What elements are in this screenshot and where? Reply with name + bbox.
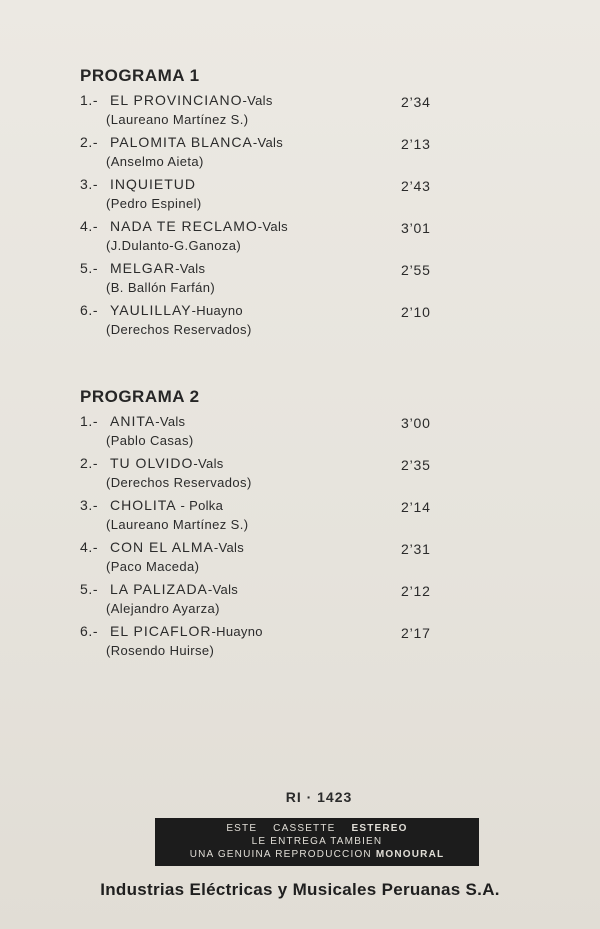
track-duration: 2’55 [401,262,431,278]
track-number: 3.- [80,176,99,192]
track-row [80,455,480,497]
notice-word-este: ESTE [226,823,258,834]
track-row [80,92,480,134]
track-genre: -Vals [207,582,239,597]
track-title-text: INQUIETUD [110,176,196,192]
notice-word-cassette: CASSETTE [273,823,336,834]
track-author: (J.Dulanto-G.Ganoza) [106,238,242,253]
program-2-track-list [80,413,480,665]
track-number: 5.- [80,260,99,276]
track-title-text: CHOLITA [110,497,177,513]
track-title-text: EL PICAFLOR [110,623,212,639]
notice-line-2: LE ENTREGA TAMBIEN [251,836,383,847]
track-number: 2.- [80,134,99,150]
track-title [110,218,288,234]
track-duration: 2’17 [401,625,431,641]
track-author: (Derechos Reservados) [106,322,252,337]
notice-line-3 [155,848,479,861]
track-row [80,218,480,260]
program-1-track-list [80,92,480,344]
track-number: 2.- [80,455,99,471]
track-title-text: PALOMITA BLANCA [110,134,253,150]
track-number: 4.- [80,218,99,234]
stereo-mono-notice [155,818,479,866]
track-title-text: TU OLVIDO [110,455,194,471]
track-title [110,497,223,513]
track-duration: 2’14 [401,499,431,515]
track-duration: 2’13 [401,136,431,152]
notice-reproduccion: UNA GENUINA REPRODUCCION [189,849,372,860]
track-author: (Pablo Casas) [106,433,194,448]
track-title [110,92,273,108]
notice-line-1 [155,822,479,835]
track-duration: 2’31 [401,541,431,557]
program-2-section [80,387,480,665]
track-title-text: EL PROVINCIANO [110,92,243,108]
track-row [80,260,480,302]
program-1-section [80,66,480,344]
track-title [110,134,283,150]
track-title [110,176,196,192]
track-title [110,623,263,639]
track-title-text: MELGAR [110,260,176,276]
track-number: 4.- [80,539,99,555]
track-title [110,413,185,429]
track-genre: - Polka [176,498,224,513]
track-author: (Alejandro Ayarza) [106,601,220,616]
track-row [80,581,480,623]
track-duration: 2’35 [401,457,431,473]
track-author: (Anselmo Aieta) [106,154,204,169]
track-number: 6.- [80,302,99,318]
track-duration: 3’01 [401,220,431,236]
track-duration: 2’43 [401,178,431,194]
track-title [110,302,243,318]
track-title [110,581,238,597]
track-genre: -Vals [155,414,186,429]
track-row [80,497,480,539]
track-number: 6.- [80,623,99,639]
track-number: 1.- [80,413,99,429]
track-genre: -Vals [252,135,284,150]
track-author: (Derechos Reservados) [106,475,252,490]
track-duration: 2’34 [401,94,431,110]
track-number: 3.- [80,497,99,513]
notice-word-monoural: MONOURAL [375,849,445,860]
track-author: (Paco Maceda) [106,559,200,574]
track-title-text: ANITA [110,413,156,429]
track-title-text: YAULILLAY [110,302,192,318]
track-title [110,455,224,471]
track-title [110,539,244,555]
track-author: (Laureano Martínez S.) [106,517,249,532]
program-1-title: PROGRAMA 1 [80,66,200,85]
track-duration: 3’00 [401,415,431,431]
track-title-text: NADA TE RECLAMO [110,218,258,234]
track-genre: -Vals [175,261,206,276]
track-number: 5.- [80,581,99,597]
track-title [110,260,205,276]
notice-word-estereo: ESTEREO [351,823,408,834]
track-genre: -Vals [213,540,245,555]
company-name: Industrias Eléctricas y Musicales Peruanas S.A. [100,880,500,899]
track-genre: -Vals [257,219,288,234]
track-row [80,539,480,581]
track-duration: 2’10 [401,304,431,320]
track-number: 1.- [80,92,99,108]
track-author: (B. Ballón Farfán) [106,280,216,295]
track-duration: 2’12 [401,583,431,599]
track-genre: -Vals [193,456,224,471]
track-title-text: CON EL ALMA [110,539,214,555]
track-title-text: LA PALIZADA [110,581,208,597]
track-author: (Laureano Martínez S.) [106,112,249,127]
track-row [80,176,480,218]
track-row [80,302,480,344]
track-genre: -Huayno [191,303,243,318]
track-row [80,623,480,665]
track-genre: -Huayno [211,624,263,639]
track-author: (Rosendo Huirse) [106,643,215,658]
catalog-number: RI · 1423 [285,789,353,805]
program-2-title: PROGRAMA 2 [80,387,200,406]
track-row [80,134,480,176]
track-author: (Pedro Espinel) [106,196,202,211]
track-genre: -Vals [242,93,273,108]
track-row [80,413,480,455]
